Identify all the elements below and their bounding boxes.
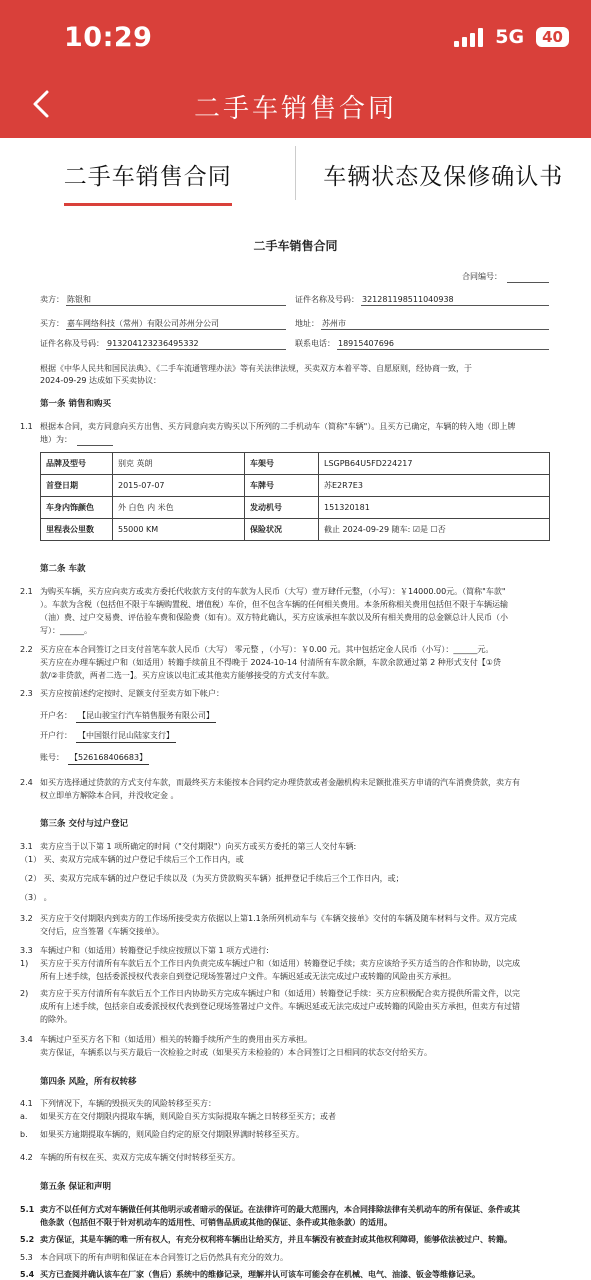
clause-text: 如果买方逾期提取车辆的，则风险自约定的原交付期限界满时转移至买方。 bbox=[40, 1130, 304, 1139]
clause-text: 车辆的所有权在买、卖双方完成车辆交付时转移至买方。 bbox=[40, 1153, 240, 1162]
clause-text: 卖方保证，其是车辆的唯一所有权人，有充分权利将车辆出让给买方，并且车辆没有被查封或其他权利障碍，能够依法被过户、转籍。 bbox=[40, 1235, 512, 1244]
list-marker: 1) bbox=[20, 959, 29, 968]
table-cell: 车牌号 bbox=[245, 475, 319, 497]
clause-number: 2.1 bbox=[20, 587, 33, 596]
battery-icon: 40 bbox=[536, 27, 569, 47]
table-row bbox=[41, 497, 550, 519]
clause-text: 的除外。 bbox=[40, 1015, 72, 1024]
table-row bbox=[41, 519, 550, 541]
account-holder-label: 开户名： bbox=[40, 711, 72, 720]
clause-text: 下列情况下，车辆的毁损灭失的风险转移至买方： bbox=[40, 1099, 216, 1108]
seller-label: 卖方： bbox=[40, 295, 64, 304]
clause-text: 他条款（包括但不限于针对机动车的适用性、可销售品质或其他的保证、条件或其他条款）的适用。 bbox=[40, 1218, 392, 1227]
clause-text: 如买方选择通过贷款的方式支付车款，而最终买方未能按本合同约定办理贷款或者金融机构未足额批准买方申请的汽车消费贷款，卖方有 bbox=[40, 778, 520, 787]
list-marker: b. bbox=[20, 1130, 28, 1139]
address-label: 地址： bbox=[295, 319, 319, 328]
table-cell: 发动机号 bbox=[245, 497, 319, 519]
clause-text: 本合同项下的所有声明和保证在本合同签订之后仍然具有充分的效力。 bbox=[40, 1253, 288, 1262]
seller-id-label: 证件名称及号码： bbox=[295, 295, 359, 304]
clause-text: 所有上述手续，包括委派授权代表亲自到登记现场签署过户文件。车辆迟延或无法完成过户或转籍的风险由买方承担。 bbox=[40, 972, 456, 981]
tab-sales-contract[interactable]: 二手车销售合同 bbox=[0, 138, 296, 210]
table-cell: 151320181 bbox=[319, 497, 550, 519]
clause-number: 5.2 bbox=[20, 1235, 35, 1244]
table-cell: 外 白色 内 米色 bbox=[113, 497, 245, 519]
table-cell: 品牌及型号 bbox=[41, 453, 113, 475]
address: 苏州市 bbox=[322, 319, 346, 328]
table-cell: LSGPB64U5FD224217 bbox=[319, 453, 550, 475]
clause-text: 买方已查阅并确认该车在厂家（售后）系统中的维修记录，理解并认可该车可能会存在机械、电气、油漆、钣金等维修记录。 bbox=[40, 1270, 480, 1279]
section-4-title: 第四条 风险，所有权转移 bbox=[40, 1077, 137, 1087]
clause-text: （油）费、过户交易费、评估验车费和保险费（如有）。双方特此确认，买方应该承担车款以及所有相关费用的总金额总计人民币（小 bbox=[40, 613, 508, 622]
contract-no-label: 合同编号： bbox=[462, 272, 502, 281]
clause-number: 3.2 bbox=[20, 914, 33, 923]
table-cell: 55000 KM bbox=[113, 519, 245, 541]
clause-text: 买方应按前述约定按时、足额支付至卖方如下帐户： bbox=[40, 689, 224, 698]
clause-text: 为购买车辆，买方应向卖方或卖方委托代收款方支付的车款为人民币（大写）壹万肆仟元整，（小写）：￥14000.00元。（简称"车款" bbox=[40, 587, 506, 596]
page-title: 二手车销售合同 bbox=[193, 94, 397, 124]
app-header bbox=[0, 0, 591, 138]
table-cell: 首登日期 bbox=[41, 475, 113, 497]
intro-text-2: 2024-09-29 达成如下买卖协议： bbox=[40, 376, 162, 385]
clause-text: 买方应于交付期限内到卖方的工作场所接受卖方依据以上第1.1条所列机动车与《车辆交接单》交付的车辆及随车材料与文件。双方完成 bbox=[40, 914, 517, 923]
buyer-id-label: 证件名称及号码： bbox=[40, 339, 104, 348]
tab-vehicle-status[interactable]: 车辆状态及保修确认书 bbox=[323, 163, 564, 190]
clause-number: 1.1 bbox=[20, 422, 33, 431]
vehicle-info-table bbox=[40, 452, 550, 541]
table-row bbox=[41, 453, 550, 475]
section-5-title: 第五条 保证和声明 bbox=[40, 1182, 111, 1192]
section-3-title: 第三条 交付与过户登记 bbox=[40, 819, 128, 829]
table-cell: 2015-07-07 bbox=[113, 475, 245, 497]
buyer-name: 嘉车网络科技（常州）有限公司苏州分公司 bbox=[67, 319, 219, 328]
table-row bbox=[41, 475, 550, 497]
clause-text: 买方应在本合同签订之日支付首笔车款人民币（大写） 零元整 ，（小写）：￥0.00 元。其中包括定金人民币（小写）：______元。 bbox=[40, 645, 494, 654]
contract-document[interactable] bbox=[0, 214, 591, 1280]
list-item: （1） 买、卖双方完成车辆的过户登记手续后三个工作日内，或 bbox=[20, 855, 244, 864]
clause-text: 地）为： bbox=[40, 435, 72, 444]
clause-number: 3.1 bbox=[20, 842, 33, 851]
list-item: （2） 买、卖双方完成车辆的过户登记手续以及（为买方贷款购买车辆）抵押登记手续后三个工作日内，或； bbox=[20, 874, 404, 883]
clause-number: 2.2 bbox=[20, 645, 33, 654]
buyer-id: 913204123236495332 bbox=[107, 339, 199, 348]
bank-name: 【中国银行昆山陆家支行】 bbox=[76, 730, 176, 743]
intro-text-1: 根据《中华人民共和国民法典》、《二手车流通管理办法》等有关法律法规，买卖双方本着平等、自愿原则，经协商一致，于 bbox=[40, 364, 472, 373]
seller-name: 陈银和 bbox=[67, 295, 91, 304]
clause-text: 买方应在办理车辆过户和（如适用）转籍手续前且不得晚于 2024-10-14 付清所有车款余额，车款余款通过第 2 种形式支付【①贷 bbox=[40, 658, 501, 667]
tab-divider bbox=[295, 146, 296, 200]
clause-text: 买方应于买方付清所有车款后五个工作日内负责完成车辆过户和（如适用）转籍登记手续；卖方应该给予买方适当的合作和协助，以完成 bbox=[40, 959, 520, 968]
signal-icon bbox=[454, 27, 483, 47]
status-time: 10:29 bbox=[64, 22, 153, 53]
section-1-title: 第一条 销售和购买 bbox=[40, 399, 111, 409]
clause-text: 车辆过户至买方名下和（如适用）相关的转籍手续所产生的费用由买方承担。 bbox=[40, 1035, 312, 1044]
table-cell: 保险状况 bbox=[245, 519, 319, 541]
account-no-label: 账号： bbox=[40, 753, 64, 762]
account-holder: 【昆山骏宝行汽车销售服务有限公司】 bbox=[76, 710, 216, 723]
clause-number: 2.3 bbox=[20, 689, 33, 698]
phone-label: 联系电话： bbox=[295, 339, 335, 348]
clause-number: 4.1 bbox=[20, 1099, 33, 1108]
clause-number: 5.3 bbox=[20, 1253, 33, 1262]
table-cell: 苏E2R7E3 bbox=[319, 475, 550, 497]
list-marker: a. bbox=[20, 1112, 28, 1121]
clause-text: 卖方保证，车辆系以与买方最后一次检验之时或（如果买方未检验的）本合同签订之日相同的状态交付给买方。 bbox=[40, 1048, 432, 1057]
seller-id: 321281198511040938 bbox=[362, 295, 454, 304]
status-icons bbox=[454, 26, 569, 48]
table-cell: 车身内饰颜色 bbox=[41, 497, 113, 519]
buyer-label: 买方： bbox=[40, 319, 64, 328]
network-type: 5G bbox=[495, 26, 525, 48]
phone: 18915407696 bbox=[338, 339, 394, 348]
clause-text: 卖方不以任何方式对车辆做任何其他明示或者暗示的保证。在法律许可的最大范围内，本合同排除法律有关机动车的所有保证、条件或其 bbox=[40, 1205, 520, 1214]
clause-text: 写）：______。 bbox=[40, 626, 92, 635]
clause-number: 3.4 bbox=[20, 1035, 33, 1044]
list-item: （3） 。 bbox=[20, 893, 52, 902]
clause-text: 交付后，应当签署《车辆交接单》。 bbox=[40, 927, 164, 936]
clause-number: 5.1 bbox=[20, 1205, 35, 1214]
clause-number: 3.3 bbox=[20, 946, 33, 955]
clause-text: 根据本合同，卖方同意向买方出售、买方同意向卖方购买以下所列的二手机动车（简称"车辆"）。且买方已确定，车辆的转入地（即上牌 bbox=[40, 422, 516, 431]
table-cell: 别克 英朗 bbox=[113, 453, 245, 475]
table-cell: 里程表公里数 bbox=[41, 519, 113, 541]
clause-number: 2.4 bbox=[20, 778, 33, 787]
clause-text: 如果买方在交付期限内提取车辆，则风险自买方实际提取车辆之日转移至买方；或者 bbox=[40, 1112, 336, 1121]
doc-title: 二手车销售合同 bbox=[253, 239, 338, 253]
section-2-title: 第二条 车款 bbox=[40, 564, 86, 574]
clause-text: ）。车款为含税（包括但不限于车辆购置税、增值税）车价，但不包含车辆的任何相关费用。本条所称相关费用包括但不限于车辆运输 bbox=[40, 600, 508, 609]
clause-number: 5.4 bbox=[20, 1270, 35, 1279]
table-cell: 车架号 bbox=[245, 453, 319, 475]
clause-text: 成所有上述手续，包括亲自或委派授权代表到登记现场签署过户文件。车辆迟延或无法完成过户或转籍的风险由买方承担，但卖方有过错 bbox=[40, 1002, 520, 1011]
clause-text: 权立即单方解除本合同，并没收定金 。 bbox=[40, 791, 179, 800]
clause-text: 车辆过户和（如适用）转籍登记手续应按照以下第 1 项方式进行: bbox=[40, 946, 269, 955]
list-marker: 2) bbox=[20, 989, 29, 998]
clause-text: 卖方应于买方付清所有车款后五个工作日内协助买方完成车辆过户和（如适用）转籍登记手续：买方应积极配合卖方提供所需文件，以完 bbox=[40, 989, 520, 998]
account-no: 【526168406683】 bbox=[68, 752, 149, 765]
table-cell: 截止 2024-09-29 随车: ☑是 ☐否 bbox=[319, 519, 550, 541]
clause-text: 卖方应当于以下第 1 项所确定的时间（"交付期限"）向买方或买方委托的第三人交付车辆: bbox=[40, 842, 357, 851]
bank-label: 开户行： bbox=[40, 731, 72, 740]
clause-text: 款/②非贷款，两者二选一】。买方应该以电汇或其他卖方能够接受的方式支付车款。 bbox=[40, 671, 334, 680]
clause-number: 4.2 bbox=[20, 1153, 33, 1162]
